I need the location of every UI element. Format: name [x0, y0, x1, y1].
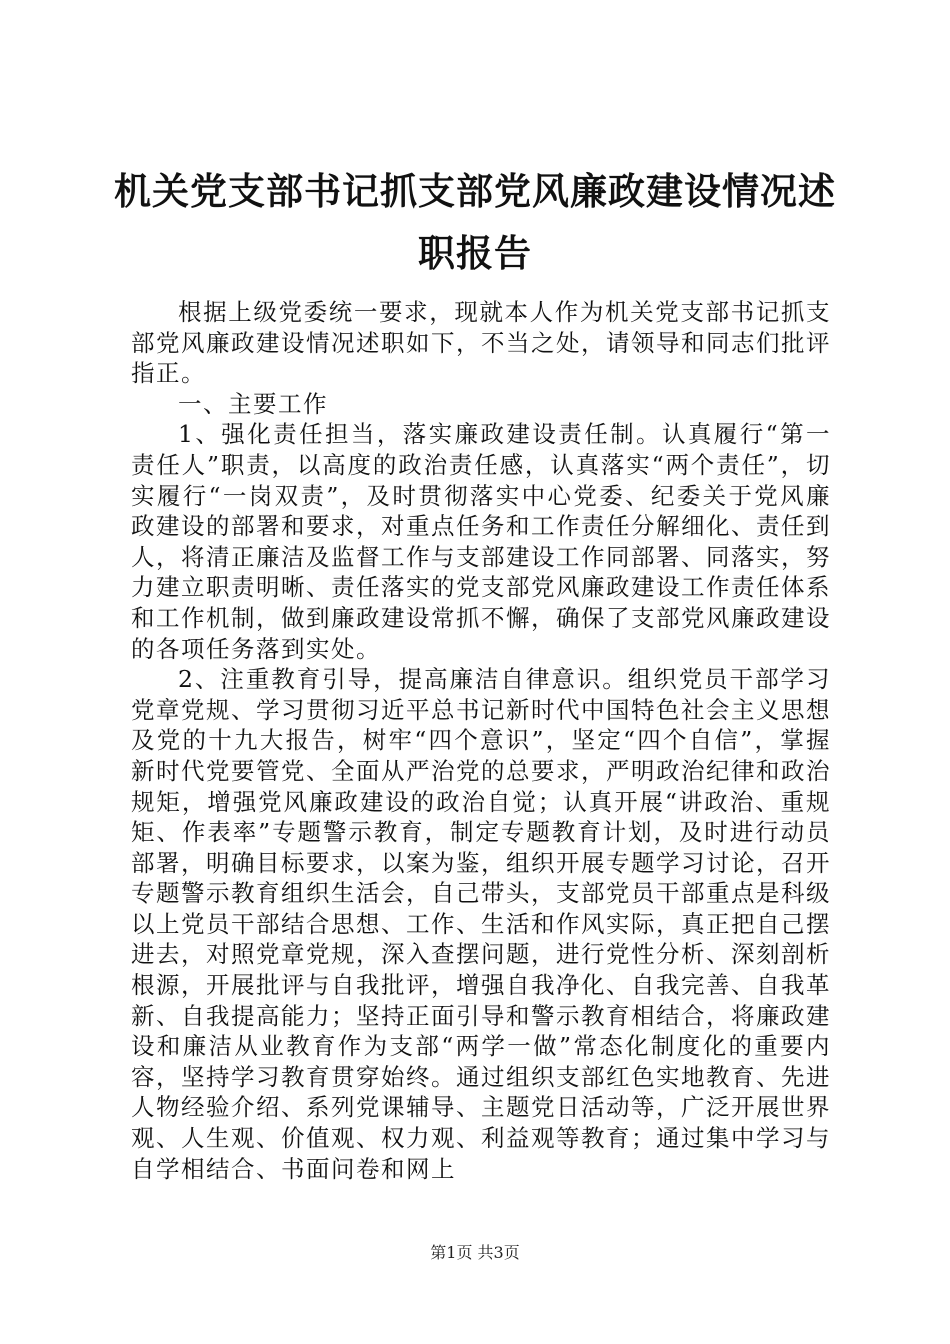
page-footer: 第1页 共3页: [430, 1243, 520, 1262]
body-paragraph-1: 1、强化责任担当，落实廉政建设责任制。认真履行“第一责任人”职责，以高度的政治责任感，认真落实“两个责任”，切实履行“一岗双责”，及时贯彻落实中心党委、纪委关于党风廉政建设的部署和要求，对重点任务和工作责任分解细化、责任到人，将清正廉洁及监督工作与支部建设工作同部署、同落实，努力建立职责明晰、责任落实的党支部党风廉政建设工作责任体系和工作机制，做到廉政建设常抓不懈，确保了支部党风廉政建设的各项任务落到实处。: [131, 420, 831, 663]
intro-paragraph: 根据上级党委统一要求，现就本人作为机关党支部书记抓支部党风廉政建设情况述职如下，不当之处，请领导和同志们批评指正。: [131, 298, 831, 388]
document-title: 机关党支部书记抓支部党风廉政建设情况述职报告: [114, 169, 836, 275]
section-heading: 一、主要工作: [178, 389, 328, 418]
body-paragraph-2: 2、注重教育引导，提高廉洁自律意识。组织党员干部学习党章党规、学习贯彻习近平总书记新时代中国特色社会主义思想及党的十九大报告，树牢“四个意识”，坚定“四个自信”，掌握新时代党要管党、全面从严治党的总要求，严明政治纪律和政治规矩，增强党风廉政建设的政治自觉；认真开展“讲政治、重规矩、作表率”专题警示教育，制定专题教育计划，及时进行动员部署，明确目标要求，以案为鉴，组织开展专题学习讨论，召开专题警示教育组织生活会，自己带头，支部党员干部重点是科级以上党员干部结合思想、工作、生活和作风实际，真正把自己摆进去，对照党章党规，深入查摆问题，进行党性分析、深刻剖析根源，开展批评与自我批评，增强自我净化、自我完善、自我革新、自我提高能力；坚持正面引导和警示教育相结合，将廉政建设和廉洁从业教育作为支部“两学一做”常态化制度化的重要内容，坚持学习教育贯穿始终。通过组织支部红色实地教育、先进人物经验介绍、系列党课辅导、主题党日活动等，广泛开展世界观、人生观、价值观、权力观、利益观等教育；通过集中学习与自学相结合、书面问卷和网上: [131, 665, 831, 1183]
document-body: [131, 297, 831, 1184]
